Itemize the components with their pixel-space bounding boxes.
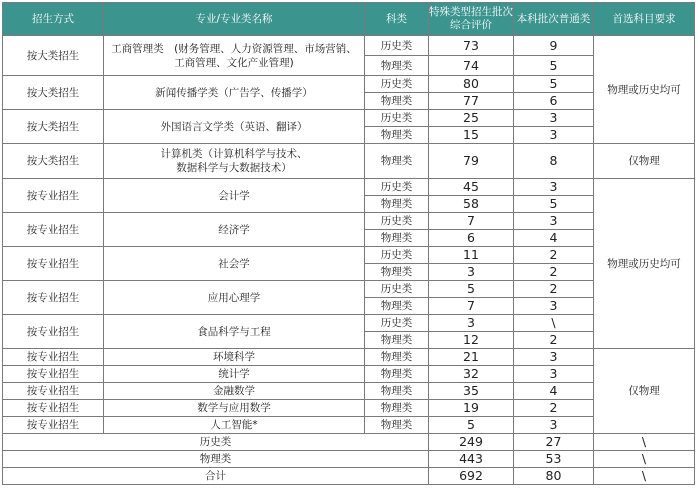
major-cell: 金融数学	[104, 383, 365, 400]
subject-cell: 历史类	[365, 110, 429, 127]
regular-value: 5	[514, 56, 594, 76]
major-line: 工商管理、文化产业管理)	[174, 56, 294, 69]
major-cell: 人工智能*	[104, 417, 365, 434]
total-special: 249	[429, 434, 514, 451]
subject-cell: 历史类	[365, 213, 429, 230]
subject-cell: 物理类	[365, 144, 429, 179]
special-value: 21	[429, 349, 514, 366]
regular-value: 3	[514, 127, 594, 144]
method-cell: 按大类招生	[3, 76, 104, 110]
regular-value: 3	[514, 298, 594, 315]
regular-value: 5	[514, 196, 594, 213]
total-row-all	[3, 468, 695, 485]
table-row	[3, 144, 695, 179]
special-value: 79	[429, 144, 514, 179]
requirement-cell: 仅物理	[594, 349, 695, 434]
special-value: 3	[429, 315, 514, 332]
subject-cell: 历史类	[365, 281, 429, 298]
method-cell: 按专业招生	[3, 281, 104, 315]
special-value: 45	[429, 179, 514, 196]
requirement-cell: 物理或历史均可	[594, 179, 695, 349]
regular-value: 3	[514, 110, 594, 127]
header-subject: 科类	[365, 3, 429, 36]
regular-value: 3	[514, 417, 594, 434]
total-label: 合计	[3, 468, 429, 485]
method-cell: 按大类招生	[3, 36, 104, 76]
header-row	[3, 3, 695, 36]
subject-cell: 物理类	[365, 56, 429, 76]
subject-cell: 物理类	[365, 196, 429, 213]
total-requirement: \	[594, 451, 695, 468]
table-row	[3, 179, 695, 196]
table-row	[3, 110, 695, 127]
subject-cell: 物理类	[365, 230, 429, 247]
subject-cell: 物理类	[365, 417, 429, 434]
table-row	[3, 247, 695, 264]
special-value: 6	[429, 230, 514, 247]
special-value: 35	[429, 383, 514, 400]
regular-value: 8	[514, 144, 594, 179]
regular-value: 2	[514, 400, 594, 417]
total-regular: 53	[514, 451, 594, 468]
subject-cell: 历史类	[365, 179, 429, 196]
special-value: 80	[429, 76, 514, 93]
special-value: 5	[429, 281, 514, 298]
total-special: 692	[429, 468, 514, 485]
special-value: 7	[429, 298, 514, 315]
subject-cell: 物理类	[365, 332, 429, 349]
header-method: 招生方式	[3, 3, 104, 36]
major-line: 计算机类（计算机科学与技术、	[160, 148, 308, 160]
regular-value: 3	[514, 179, 594, 196]
subject-cell: 物理类	[365, 298, 429, 315]
subject-cell: 物理类	[365, 383, 429, 400]
total-label: 历史类	[3, 434, 429, 451]
special-value: 5	[429, 417, 514, 434]
subject-cell: 物理类	[365, 127, 429, 144]
major-cell	[104, 36, 365, 76]
table-row	[3, 400, 695, 417]
method-cell: 按专业招生	[3, 366, 104, 383]
total-requirement: \	[594, 434, 695, 451]
special-value: 3	[429, 264, 514, 281]
special-value: 58	[429, 196, 514, 213]
method-cell: 按专业招生	[3, 383, 104, 400]
total-row-history	[3, 434, 695, 451]
method-cell: 按专业招生	[3, 400, 104, 417]
subject-cell: 历史类	[365, 36, 429, 56]
table-row	[3, 417, 695, 434]
major-line: 数据科学与大数据技术）	[176, 162, 292, 174]
subject-cell: 历史类	[365, 76, 429, 93]
regular-value: 3	[514, 366, 594, 383]
regular-value: \	[514, 315, 594, 332]
special-value: 19	[429, 400, 514, 417]
total-label: 物理类	[3, 451, 429, 468]
special-value: 25	[429, 110, 514, 127]
regular-value: 3	[514, 349, 594, 366]
major-cell: 应用心理学	[104, 281, 365, 315]
special-value: 74	[429, 56, 514, 76]
table-row	[3, 213, 695, 230]
regular-value: 2	[514, 332, 594, 349]
major-cell: 新闻传播学类（广告学、传播学）	[104, 76, 365, 110]
regular-value: 4	[514, 383, 594, 400]
regular-value: 3	[514, 213, 594, 230]
total-regular: 27	[514, 434, 594, 451]
regular-value: 2	[514, 281, 594, 298]
major-cell: 数学与应用数学	[104, 400, 365, 417]
table-row	[3, 36, 695, 56]
subject-cell: 历史类	[365, 247, 429, 264]
special-value: 11	[429, 247, 514, 264]
subject-cell: 物理类	[365, 93, 429, 110]
regular-value: 2	[514, 264, 594, 281]
special-value: 32	[429, 366, 514, 383]
table-row	[3, 315, 695, 332]
special-value: 15	[429, 127, 514, 144]
subject-cell: 历史类	[365, 315, 429, 332]
header-requirement: 首选科目要求	[594, 3, 695, 36]
special-value: 12	[429, 332, 514, 349]
table-row	[3, 349, 695, 366]
requirement-cell: 物理或历史均可	[594, 36, 695, 144]
table-row	[3, 383, 695, 400]
major-cell: 会计学	[104, 179, 365, 213]
header-major: 专业/专业类名称	[104, 3, 365, 36]
major-cell: 外国语言文学类（英语、翻译）	[104, 110, 365, 144]
subject-cell: 物理类	[365, 400, 429, 417]
special-value: 7	[429, 213, 514, 230]
header-regular: 本科批次普通类	[514, 3, 594, 36]
major-cell: 社会学	[104, 247, 365, 281]
requirement-cell: 仅物理	[594, 144, 695, 179]
subject-cell: 物理类	[365, 366, 429, 383]
special-value: 73	[429, 36, 514, 56]
major-cell	[104, 144, 365, 179]
regular-value: 5	[514, 76, 594, 93]
method-cell: 按专业招生	[3, 315, 104, 349]
major-cell: 经济学	[104, 213, 365, 247]
major-cell: 统计学	[104, 366, 365, 383]
major-cell: 环境科学	[104, 349, 365, 366]
table-row	[3, 76, 695, 93]
total-row-physics	[3, 451, 695, 468]
method-cell: 按专业招生	[3, 417, 104, 434]
major-cell: 食品科学与工程	[104, 315, 365, 349]
regular-value: 6	[514, 93, 594, 110]
table-row	[3, 366, 695, 383]
total-special: 443	[429, 451, 514, 468]
method-cell: 按专业招生	[3, 247, 104, 281]
regular-value: 4	[514, 230, 594, 247]
method-cell: 按专业招生	[3, 349, 104, 366]
header-special: 特殊类型招生批次综合评价	[429, 3, 514, 36]
method-cell: 按专业招生	[3, 213, 104, 247]
table-row	[3, 281, 695, 298]
regular-value: 2	[514, 247, 594, 264]
special-value: 77	[429, 93, 514, 110]
method-cell: 按大类招生	[3, 144, 104, 179]
admissions-table	[2, 2, 695, 485]
method-cell: 按专业招生	[3, 179, 104, 213]
subject-cell: 物理类	[365, 349, 429, 366]
subject-cell: 物理类	[365, 264, 429, 281]
major-line: 工商管理类 (财务管理、人力资源管理、市场营销、	[111, 42, 357, 55]
method-cell: 按大类招生	[3, 110, 104, 144]
total-regular: 80	[514, 468, 594, 485]
total-requirement: \	[594, 468, 695, 485]
regular-value: 9	[514, 36, 594, 56]
